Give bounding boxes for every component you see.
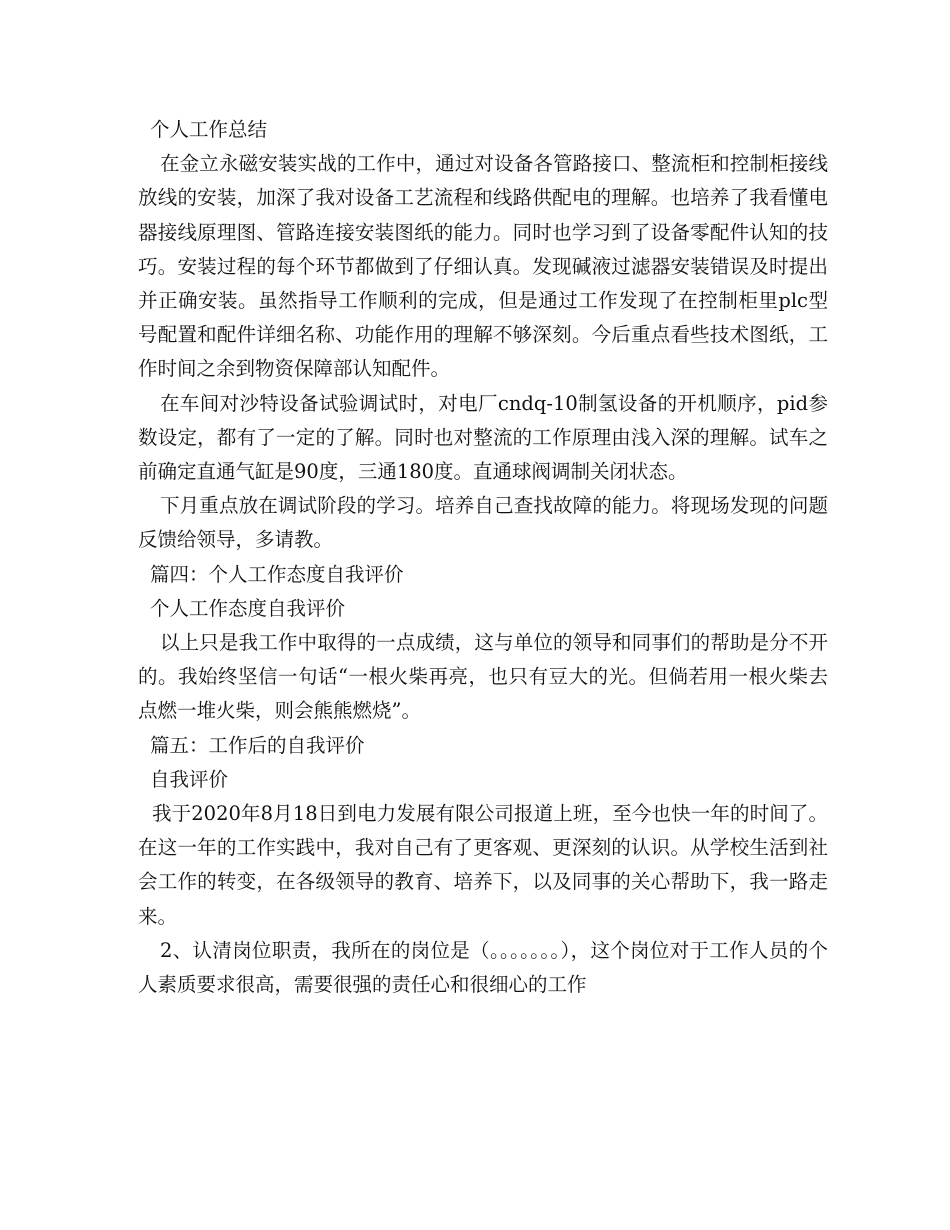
document-body [138, 113, 828, 1002]
paragraph-job-duties: 2、认清岗位职责，我所在的岗位是（。。。。。。。），这个岗位对于工作人员的个人素质要求很高，需要很强的责任心和很细心的工作 [138, 938, 828, 997]
section-title-work-summary: 个人工作总结 [150, 118, 268, 141]
paragraph-joining-company: 我于2020年8月18日到电力发展有限公司报道上班，至今也快一年的时间了。在这一年的工作实践中，我对自己有了更客观、更深刻的认识。从学校生活到社会工作的转变，在各级领导的教育、培养下，以及同事的关心帮助下，我一路走来。 [138, 802, 828, 928]
chapter-heading-five: 篇五：工作后的自我评价 [150, 733, 365, 757]
paragraph-debugging: 在车间对沙特设备试验调试时，对电厂cndq-10制氢设备的开机顺序，pid参数设定，都有了一定的了解。同时也对整流的工作原理由浅入深的理解。试车之前确定直通气缸是90度，三通180度。直通球阀调制关闭状态。 [138, 391, 828, 484]
chapter-heading-four: 篇四：个人工作态度自我评价 [150, 562, 404, 586]
paragraph-installation: 在金立永磁安装实战的工作中，通过对设备各管路接口、整流柜和控制柜接线放线的安装，加深了我对设备工艺流程和线路供配电的理解。也培养了我看懂电器接线原理图、管路连接安装图纸的能力。同时也学习到了设备零配件认知的技巧。安装过程的每个环节都做到了仔细认真。发现碱液过滤器安装错误及时提出并正确安装。虽然指导工作顺利的完成，但是通过工作发现了在控制柜里plc型号配置和配件详细名称、功能作用的理解不够深刻。今后重点看些技术图纸，工作时间之余到物资保障部认知配件。 [138, 152, 828, 381]
section-title-attitude: 个人工作态度自我评价 [150, 596, 346, 620]
paragraph-next-month: 下月重点放在调试阶段的学习。培养自己查找故障的能力。将现场发现的问题反馈给领导，多请教。 [138, 494, 828, 552]
paragraph-achievements: 以上只是我工作中取得的一点成绩，这与单位的领导和同事们的帮助是分不开的。我始终坚信一句话“一根火柴再亮，也只有豆大的光。但倘若用一根火柴去点燃一堆火柴，则会熊熊燃烧”。 [138, 631, 828, 723]
section-title-self-evaluation: 自我评价 [150, 767, 229, 791]
